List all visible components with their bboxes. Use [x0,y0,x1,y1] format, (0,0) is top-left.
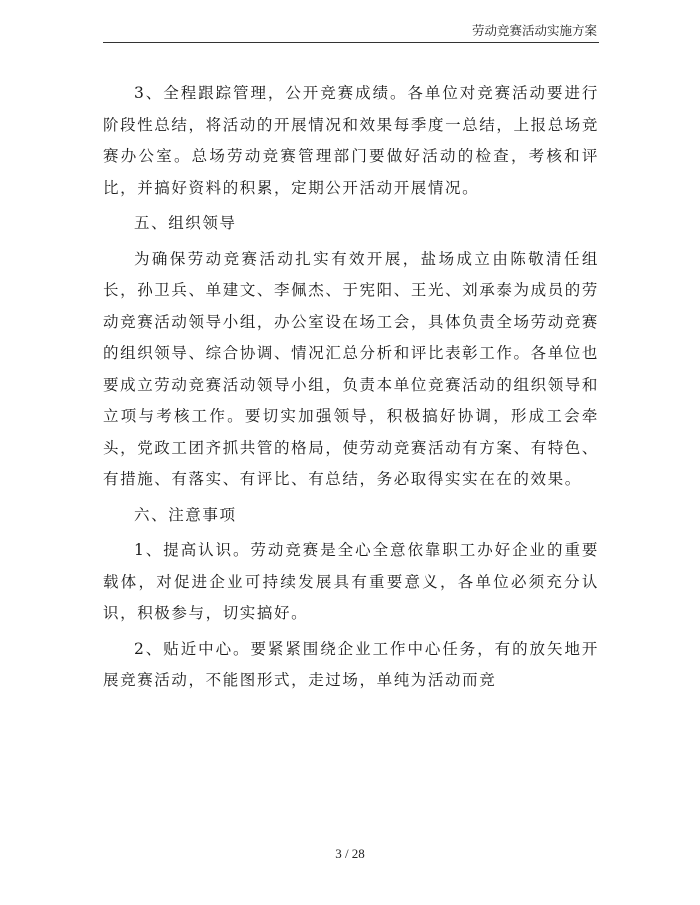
paragraph-raise-awareness: 1、提高认识。劳动竞赛是全心全意依靠职工办好企业的重要载体，对促进企业可持续发展具有重要意义，各单位必须充分认识，积极参与，切实搞好。 [103,541,599,622]
paragraph-leadership-group: 为确保劳动竞赛活动扎实有效开展，盐场成立由陈敬清任组长，孙卫兵、单建文、李佩杰、于宪阳、王光、刘承泰为成员的劳动竞赛活动领导小组，办公室设在场工会，具体负责全场劳动竞赛的组织领导、综合协调、情况汇总分析和评比表彰工作。各单位也要成立劳动竞赛活动领导小组，负责本单位竞赛活动的组织领导和立项与考核工作。要切实加强领导，积极搞好协调，形成工会牵头，党政工团齐抓共管的格局，使劳动竞赛活动有方案、有特色、有措施、有落实、有评比、有总结，务必取得实实在在的效果。 [103,249,599,488]
section-heading-notes: 六、注意事项 [134,505,237,524]
document-title: 劳动竞赛活动实施方案 [471,23,597,38]
page-number: 3 / 28 [335,846,365,861]
document-body [103,78,599,697]
paragraph-stay-focused: 2、贴近中心。要紧紧围绕企业工作中心任务，有的放矢地开展竞赛活动，不能图形式，走过场，单纯为活动而竞 [103,639,599,689]
section-heading-organization: 五、组织领导 [134,214,237,232]
page-header [103,18,599,43]
paragraph-progress-tracking: 3、全程跟踪管理，公开竞赛成绩。各单位对竞赛活动要进行阶段性总结，将活动的开展情况和效果每季度一总结，上报总场竞赛办公室。总场劳动竞赛管理部门要做好活动的检查，考核和评比，并搞好资料的积累，定期公开活动开展情况。 [103,84,599,197]
